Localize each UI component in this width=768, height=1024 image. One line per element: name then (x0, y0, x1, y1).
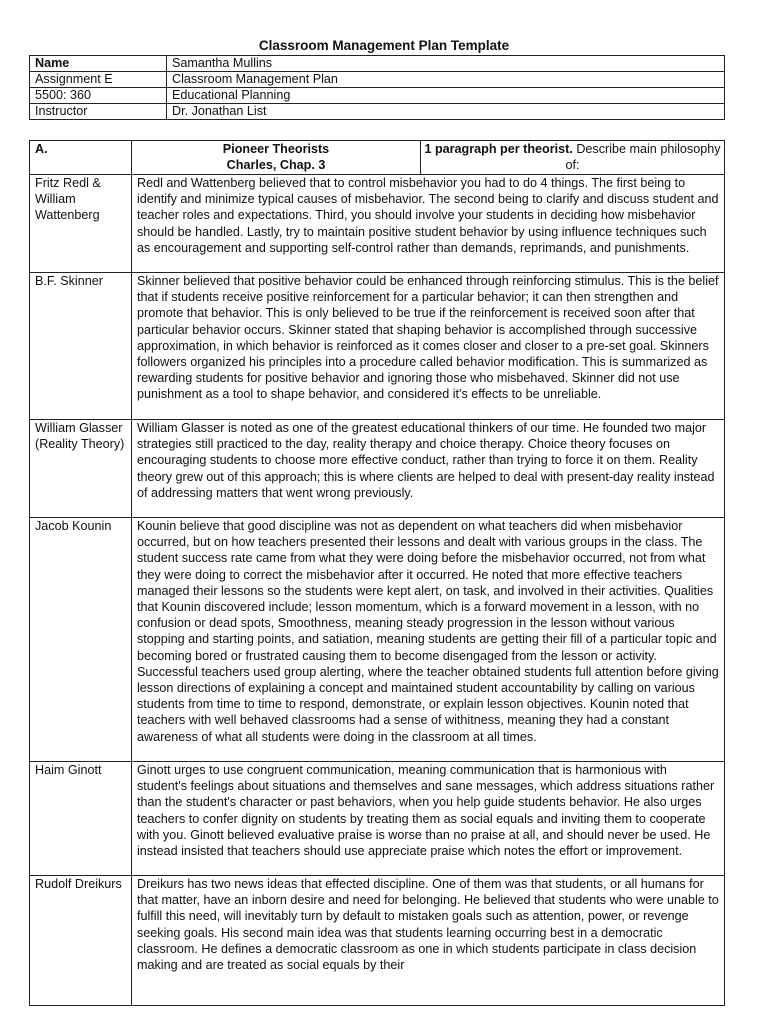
theorist-name: Jacob Kounin (30, 518, 132, 762)
theorist-row (30, 876, 725, 1006)
theorist-row (30, 518, 725, 762)
theorist-name: Fritz Redl & William Wattenberg (30, 175, 132, 273)
info-row-assignment (30, 72, 725, 88)
info-row-name (30, 56, 725, 72)
section-header-cells (132, 141, 725, 175)
info-table (29, 55, 725, 120)
theorist-name: B.F. Skinner (30, 273, 132, 420)
theorist-row (30, 762, 725, 876)
theorist-row (30, 273, 725, 420)
info-row-course (30, 88, 725, 104)
section-heading-line2: Charles, Chap. 3 (226, 158, 326, 173)
info-value: Dr. Jonathan List (167, 104, 725, 120)
theorist-description: Ginott urges to use congruent communication, meaning communication that is harmonious with student's feelings about situations and themselves and sane messages, which address situations rather than the student's character or past behaviors, when you help guide students behavior. He also urges teachers to confer dignity on students by treating them as social equals and inviting them to cooperate with you. Ginott believed evaluative praise is worse than no praise at all, and should never be used. He instead insisted that teachers should use appreciate praise which notes the effort or improvement. (132, 762, 725, 876)
theorist-name: Rudolf Dreikurs (30, 876, 132, 1006)
info-label: Assignment E (30, 72, 167, 88)
theorist-name: Haim Ginott (30, 762, 132, 876)
info-row-instructor (30, 104, 725, 120)
instruction-bold: 1 paragraph per theorist. (424, 142, 573, 156)
theorist-table (29, 140, 725, 1006)
info-value: Samantha Mullins (167, 56, 725, 72)
section-header-row (30, 141, 725, 175)
theorist-description: Kounin believe that good discipline was not as dependent on what teachers did when misbehavior occurred, but on how teachers presented their lessons and dealt with various groups in the class. The student success rate came from what they were doing before the misbehavior occurred, not from what they were doing to correct the misbehavior after it occurred. He noted that more effective teachers managed their lessons so the students were kept alert, on task, and involved in their activities. Qualities that Kounin discovered include; lesson momentum, which is a forward movement in a lesson, with no confusion or dead spots, Smoothness, meaning steady progression in the lesson without various stopping and starting points, and satiation, meaning students are getting their fill of a particular topic and becoming bored or frustrated causing them to become disengaged from the lesson or activity. Successful teachers used group alerting, where the teacher obtained students full attention before giving lesson directions of explaining a concept and maintained student accountability by calling on various students from time to time to respond, demonstrate, or explain lesson objectives. Kounin noted that teachers with well behaved classrooms had a sense of withitness, meaning they had a constant awareness of what all students were doing in the classroom at all times. (132, 518, 725, 762)
instruction-normal: Describe main philosophy of: (565, 142, 721, 173)
theorist-description: Skinner believed that positive behavior could be enhanced through reinforcing stimulus. This is the belief that if students receive positive reinforcement for a particular behavior; it can then strengthen and promote that behavior. This is only believed to be true if the reinforcement is received soon after that particular behavior occurs. Skinner stated that shaping behavior is accomplished through successive approximation, in which behavior is reinforced as it comes closer and closer to a pre-set goal. Skinners followers organized his principles into a procedure called behavior modification. This is summarized as rewarding students for positive behavior and ignoring those who misbehaved. Skinner did not use punishment as a tool to shape behavior, and considered it's effects to be unreliable. (132, 273, 725, 420)
section-heading-line1: Pioneer Theorists (222, 142, 330, 156)
theorist-name: William Glasser (Reality Theory) (30, 420, 132, 518)
info-value: Classroom Management Plan (167, 72, 725, 88)
section-letter: A. (30, 141, 132, 175)
section-heading (132, 141, 421, 174)
theorist-description: Redl and Wattenberg believed that to control misbehavior you had to do 4 things. The first being to identify and minimize typical causes of misbehavior. The second being to clarify and discuss student and teacher roles and expectations. Third, you should involve your students in deciding how misbehavior should be handled. Lastly, try to maintain positive student behavior by using influence techniques such as encouragement and supporting self-control rather than demands, reprimands, and punishments. (132, 175, 725, 273)
theorist-description: Dreikurs has two news ideas that effected discipline. One of them was that students, or all humans for that matter, have an inborn desire and need for belonging. He believed that students who were unable to fulfill this need, will inevitably turn by default to mistaken goals such as attention, power, or revenge seeking goals. His second main idea was that students learning occurring best in a democratic classroom. He defines a democratic classroom as one in which students participate in class decision making and are treated as social equals by their (132, 876, 725, 1006)
info-label: 5500: 360 (30, 88, 167, 104)
theorist-description: William Glasser is noted as one of the greatest educational thinkers of our time. He founded two major strategies still practiced to the day, reality therapy and choice therapy. Choice theory focuses on encouraging students to choose more effective conduct, rather than trying to force it on them. Reality theory grew out of this approach; this is where clients are helped to deal with present-day reality instead of addressing matters that went wrong previously. (132, 420, 725, 518)
info-label: Name (30, 56, 167, 72)
section-instruction (421, 141, 724, 174)
theorist-row (30, 420, 725, 518)
info-label: Instructor (30, 104, 167, 120)
info-value: Educational Planning (167, 88, 725, 104)
document-title: Classroom Management Plan Template (258, 38, 510, 53)
theorist-row (30, 175, 725, 273)
